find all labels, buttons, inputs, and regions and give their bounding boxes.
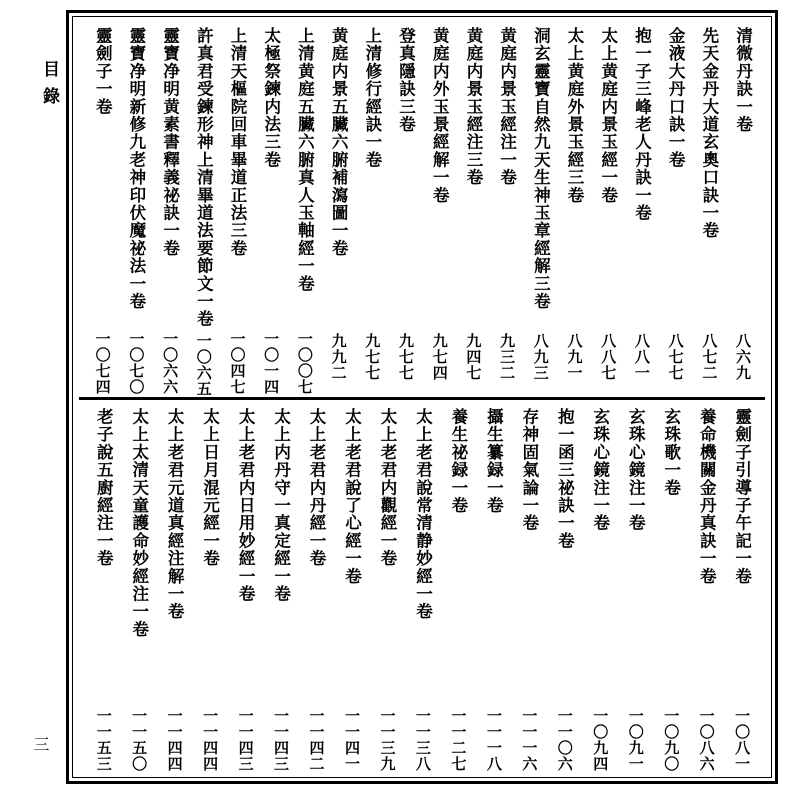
toc-entry-page: 八七七 (666, 333, 685, 381)
content-frame (66, 10, 778, 784)
toc-entry-page: 一一四四 (165, 708, 184, 772)
toc-entry-title: 太上老君内觀經一卷 (377, 408, 397, 568)
toc-entry-page: 一〇八六 (697, 708, 716, 772)
toc-entry[interactable] (192, 408, 227, 772)
toc-entry[interactable] (355, 27, 389, 395)
toc-entry-page: 九七七 (396, 333, 415, 381)
toc-entry-title: 玄珠心鏡注一卷 (590, 408, 610, 532)
toc-entry-page: 九四七 (464, 333, 483, 381)
toc-entry[interactable] (388, 27, 422, 395)
toc-entry-page: 一〇六六 (161, 331, 180, 395)
toc-entry[interactable] (333, 408, 368, 772)
toc-entry[interactable] (724, 408, 759, 772)
toc-entry-title: 洞玄靈寶自然九天生神玉章經解三卷 (531, 27, 551, 311)
toc-entry[interactable] (298, 408, 333, 772)
toc-entry-page: 一一一六 (520, 708, 539, 772)
toc-entry[interactable] (119, 27, 153, 395)
toc-entry-page: 一一三八 (413, 708, 432, 772)
toc-entry[interactable] (523, 27, 557, 395)
toc-entry-title: 太上太清天童護命妙經注一卷 (129, 408, 149, 639)
toc-entry-title: 靈寶净明新修九老神印伏魔祕法一卷 (126, 27, 146, 311)
toc-entry[interactable] (624, 27, 658, 395)
toc-entry[interactable] (653, 408, 688, 772)
toc-entry-title: 黄庭内外玉景經解一卷 (430, 27, 450, 204)
toc-entry[interactable] (475, 408, 510, 772)
toc-entry-page: 一〇九四 (591, 708, 610, 772)
toc-entry-title: 太上日月混元經一卷 (200, 408, 220, 568)
toc-entry-page: 一〇七〇 (127, 331, 146, 395)
toc-entry-title: 太上老君内日用妙經一卷 (236, 408, 256, 603)
toc-entry-page: 一一四三 (236, 708, 255, 772)
content-frame-inner (72, 16, 772, 778)
toc-entry[interactable] (227, 408, 262, 772)
toc-entry-title: 靈寶净明黄素書釋義祕訣一卷 (160, 27, 180, 258)
toc-entry-title: 養生祕録一卷 (448, 408, 468, 515)
toc-entry-title: 黄庭内景玉經注一卷 (497, 27, 517, 187)
toc-entry-title: 上清修行經訣一卷 (362, 27, 382, 169)
toc-entry[interactable] (582, 408, 617, 772)
toc-entry-page: 八八七 (599, 333, 618, 381)
toc-entry-page: 一一四二 (307, 708, 326, 772)
toc-entry-title: 黄庭内景五臟六腑補瀉圖一卷 (329, 27, 349, 258)
toc-entry-title: 抱一子三峰老人丹訣一卷 (632, 27, 652, 222)
toc-entry-page: 一一四四 (201, 708, 220, 772)
toc-entry[interactable] (369, 408, 404, 772)
toc-entry-page: 八九一 (565, 333, 584, 381)
toc-entry-page: 八七二 (700, 333, 719, 381)
toc-entry-title: 太上老君内丹經一卷 (307, 408, 327, 568)
toc-entry[interactable] (617, 408, 652, 772)
toc-entry-title: 老子說五廚經注一卷 (94, 408, 114, 568)
toc-entry-page: 八九三 (531, 333, 550, 381)
toc-entry-page: 一〇九〇 (662, 708, 681, 772)
toc-entry-title: 靈劍子一卷 (93, 27, 113, 116)
toc-entry[interactable] (456, 27, 490, 395)
toc-entry-title: 太上老君元道真經注解一卷 (165, 408, 185, 621)
toc-entry-page: 一一二七 (449, 708, 468, 772)
toc-entry[interactable] (440, 408, 475, 772)
toc-entry-page: 一〇九一 (626, 708, 645, 772)
toc-entry-title: 金液大丹口訣一卷 (666, 27, 686, 169)
toc-entry-title: 太上黄庭外景玉經三卷 (565, 27, 585, 204)
toc-entry[interactable] (511, 408, 546, 772)
toc-entry-title: 太上黄庭内景玉經一卷 (598, 27, 618, 204)
toc-entry-page: 八六九 (734, 333, 753, 381)
toc-entry-title: 先天金丹大道玄奧口訣一卷 (699, 27, 719, 240)
page-number: 三 (31, 736, 50, 752)
toc-entry-title: 太極祭鍊内法三卷 (261, 27, 281, 169)
toc-entry-page: 一〇六五 (194, 333, 213, 397)
toc-entry[interactable] (590, 27, 624, 395)
toc-entry[interactable] (422, 27, 456, 395)
toc-entry-page: 一〇七四 (93, 331, 112, 395)
toc-entry-title: 抱一函三祕訣一卷 (555, 408, 575, 550)
toc-entry-page: 一〇〇七 (295, 331, 314, 395)
toc-entry-page: 一一一八 (484, 708, 503, 772)
toc-entry-title: 太上老君說了心經一卷 (342, 408, 362, 585)
toc-entry[interactable] (253, 27, 287, 395)
toc-entry-title: 攝生纂録一卷 (484, 408, 504, 515)
toc-entry-title: 清微丹訣一卷 (733, 27, 753, 134)
toc-entry-page: 八八一 (632, 333, 651, 381)
toc-entry-page: 一〇八一 (733, 708, 752, 772)
toc-entry-page: 九三二 (498, 333, 517, 381)
toc-entry-title: 登真隱訣三卷 (396, 27, 416, 134)
toc-entry[interactable] (287, 27, 321, 395)
toc-entry-title: 玄珠歌一卷 (661, 408, 681, 497)
toc-entry[interactable] (404, 408, 439, 772)
toc-entry-page: 一一四三 (272, 708, 291, 772)
toc-band-top (77, 23, 767, 395)
band-divider (79, 397, 765, 400)
toc-entry[interactable] (658, 27, 692, 395)
toc-entry-page: 一一三九 (378, 708, 397, 772)
toc-entry-page: 一一四一 (342, 708, 361, 772)
toc-entry-title: 許真君受鍊形神上清畢道法要節文一卷 (194, 27, 214, 328)
toc-entry[interactable] (186, 27, 220, 395)
toc-entry-page: 九七七 (363, 333, 382, 381)
toc-entry[interactable] (725, 27, 759, 395)
toc-entry-page: 一〇四七 (228, 331, 247, 395)
toc-entry-title: 黄庭内景玉經注三卷 (463, 27, 483, 187)
toc-entry[interactable] (688, 408, 723, 772)
toc-entry[interactable] (557, 27, 591, 395)
toc-entry-title: 上清黄庭五臟六腑真人玉軸經一卷 (295, 27, 315, 293)
toc-entry-page: 一一五〇 (130, 708, 149, 772)
toc-entry[interactable] (121, 408, 156, 772)
toc-entry[interactable] (156, 408, 191, 772)
toc-entry[interactable] (262, 408, 297, 772)
toc-entry-title: 存神固氣論一卷 (519, 408, 539, 532)
toc-entry[interactable] (152, 27, 186, 395)
toc-band-bottom (77, 402, 767, 772)
toc-entry-title: 靈劍子引導子午記一卷 (732, 408, 752, 585)
toc-entry-page: 一一〇六 (555, 708, 574, 772)
toc-entry-page: 九七四 (430, 333, 449, 381)
toc-entry-page: 九九二 (329, 333, 348, 381)
toc-entry-title: 太上老君說常清静妙經一卷 (413, 408, 433, 621)
toc-entry[interactable] (546, 408, 581, 772)
toc-entry[interactable] (85, 27, 119, 395)
toc-entry[interactable] (85, 408, 120, 772)
toc-entry[interactable] (692, 27, 726, 395)
toc-entry-title: 上清天樞院回車畢道正法三卷 (228, 27, 248, 258)
toc-entry-title: 養命機關金丹真訣一卷 (697, 408, 717, 585)
toc-entry-page: 一〇一四 (262, 331, 281, 395)
toc-entry[interactable] (489, 27, 523, 395)
toc-entry-title: 玄珠心鏡注一卷 (626, 408, 646, 532)
book-section-label: 目錄 (39, 60, 59, 114)
toc-entry-page: 一一五三 (94, 708, 113, 772)
toc-entry[interactable] (220, 27, 254, 395)
toc-entry-title: 太上内丹守一真定經一卷 (271, 408, 291, 603)
toc-entry[interactable] (321, 27, 355, 395)
